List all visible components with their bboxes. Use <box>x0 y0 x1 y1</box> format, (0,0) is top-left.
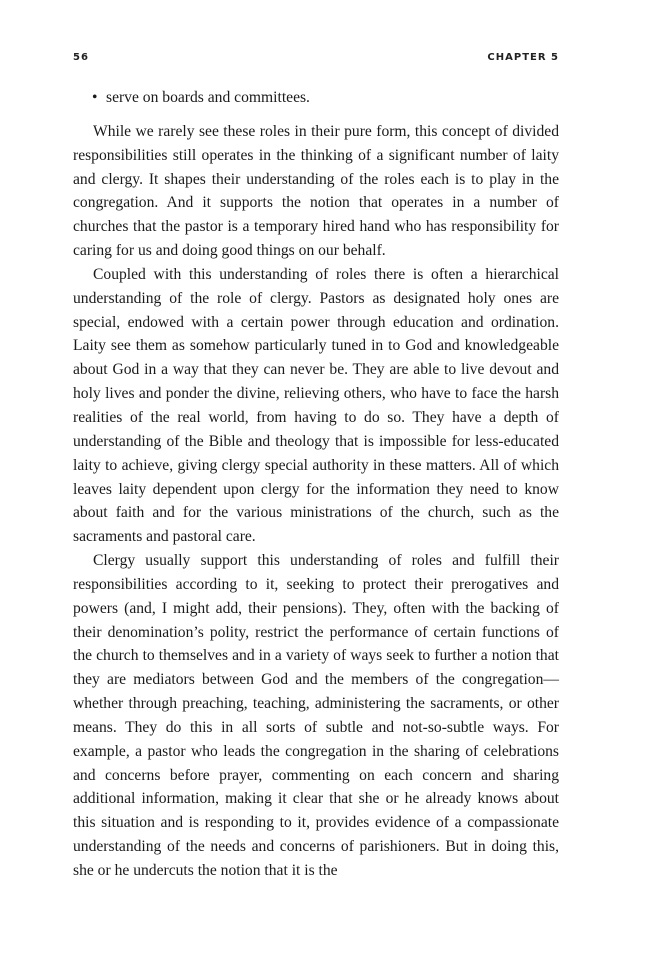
body-text <box>73 86 559 883</box>
bullet-icon: • <box>92 89 98 106</box>
page-number: 56 <box>73 52 89 63</box>
paragraph-clergy-support: Clergy usually support this understanding of roles and fulfill their responsibilities according to it, seeking to protect their prerogatives and powers (and, I might add, their pensions). They, often with the backing of their denomination’s polity, restrict the performance of certain functions of the church to themselves and in a variety of ways seek to further a notion that they are mediators between God and the members of the congregation—whether through preaching, teaching, administering the sacraments, or other means. They do this in all sorts of subtle and not-so-subtle ways. For example, a pastor who leads the congregation in the sharing of celebrations and concerns before prayer, commenting on each concern and sharing additional information, making it clear that she or he already knows about this situation and is responding to it, provides evidence of a compassionate understanding of the needs and concerns of parishioners. But in doing this, she or he undercuts the notion that it is the <box>73 552 559 879</box>
running-head <box>73 52 559 68</box>
bullet-text: serve on boards and committees. <box>106 89 310 106</box>
chapter-label: CHAPTER 5 <box>487 52 559 63</box>
paragraph-hierarchical-understanding: Coupled with this understanding of roles there is often a hierarchical understanding of the role of clergy. Pastors as designated holy ones are special, endowed with a certain power through education and ordination. Laity see them as somehow particularly tuned in to God and knowledgeable about God in a way that they can never be. They are able to live devout and holy lives and ponder the divine, relieving others, who have to face the harsh realities of the real world, from having to do so. They have a depth of understanding of the Bible and theology that is impossible for less-educated laity to achieve, giving clergy special authority in these matters. All of which leaves laity dependent upon clergy for the information they need to know about faith and for the various ministrations of the church, such as the sacraments and pastoral care. <box>73 265 559 546</box>
paragraph-divided-responsibilities: While we rarely see these roles in their pure form, this concept of divided responsibilities still operates in the thinking of a significant number of laity and clergy. It shapes their understanding of the roles each is to play in the congregation. And it supports the notion that operates in a number of churches that the pastor is a temporary hired hand who has responsibility for caring for us and doing good things on our behalf. <box>73 122 559 260</box>
bullet-item <box>73 86 559 110</box>
